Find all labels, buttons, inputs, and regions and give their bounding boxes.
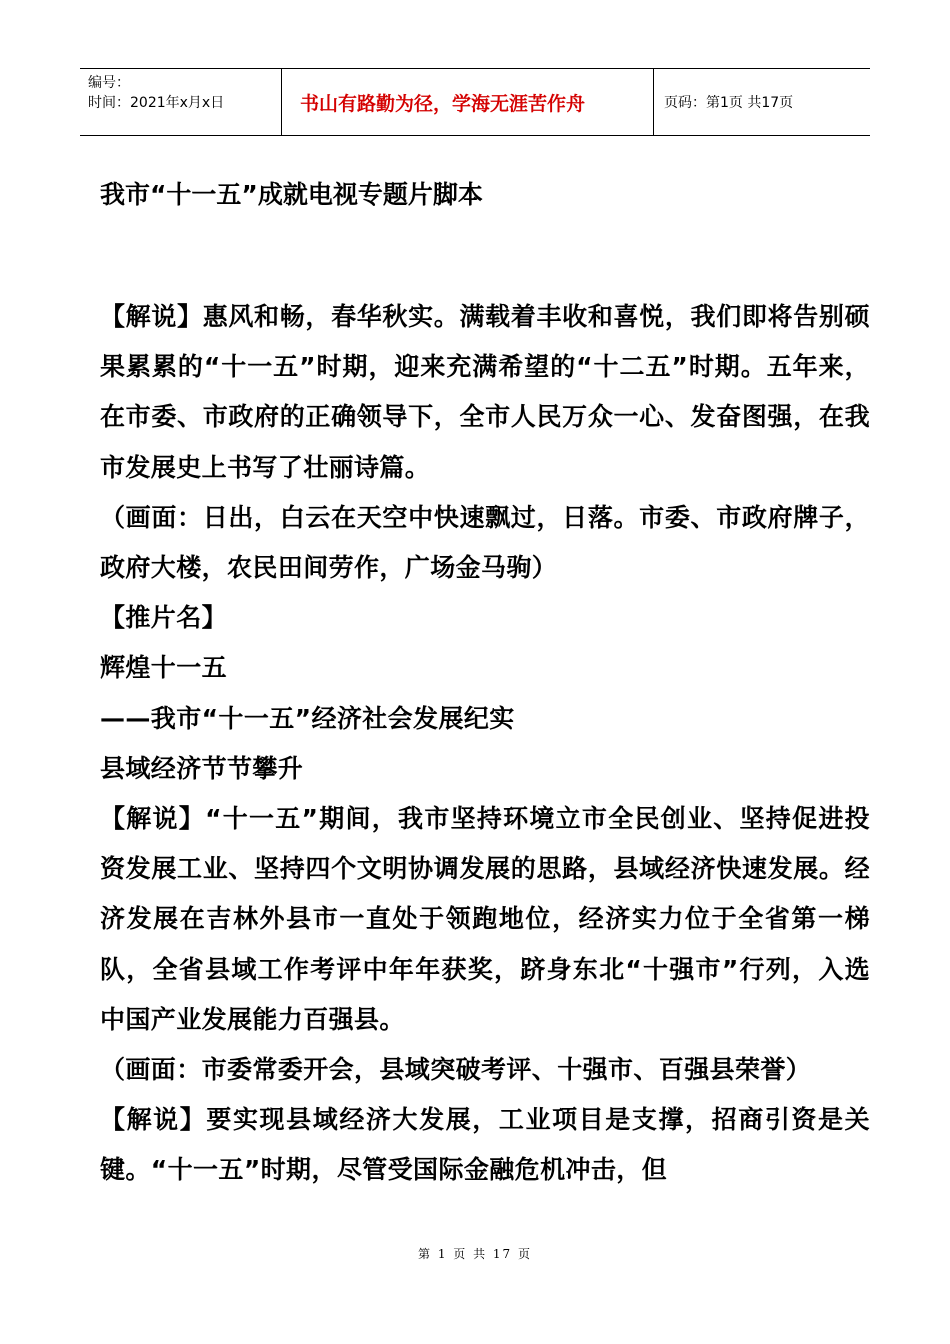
paragraph-scene-2: （画面：市委常委开会，县域突破考评、十强市、百强县荣誉）	[100, 1055, 812, 1085]
date-label: 时间：2021年x月x日	[88, 95, 225, 111]
paragraph-film-title: 辉煌十一五	[100, 653, 228, 683]
paragraph-narration-1: 【解说】惠风和畅，春华秋实。满载着丰收和喜悦，我们即将告别硕果累累的“十一五”时期，迎来充满希望的“十二五”时期。五年来，在市委、市政府的正确领导下，全市人民万众一心、发奋图强，在我市发展史上书写了壮丽诗篇。	[100, 302, 870, 482]
number-label: 编号：	[88, 75, 130, 91]
motto-text: 书山有路勤为径，学海无涯苦作舟	[300, 92, 586, 115]
header-meta-cell	[80, 69, 282, 135]
paragraph-narration-3: 【解说】要实现县域经济大发展，工业项目是支撑，招商引资是关键。“十一五”时期，尽管受国际金融危机冲击，但	[100, 1105, 870, 1185]
page-footer: 第 1 页 共 17 页	[418, 1247, 532, 1261]
paragraph-title-cue: 【推片名】	[100, 603, 228, 633]
page-info: 页码：第1页 共17页	[664, 95, 794, 111]
paragraph-scene-1: （画面：日出，白云在天空中快速飘过，日落。市委、市政府牌子，政府大楼，农民田间劳作，广场金马驹）	[100, 502, 870, 583]
title-spacer	[100, 220, 870, 292]
header-table	[80, 68, 870, 136]
header-motto-cell	[282, 69, 654, 135]
paragraph-subtitle: ——我市“十一五”经济社会发展纪实	[100, 703, 515, 733]
document-body	[100, 170, 870, 1196]
document-title: 我市“十一五”成就电视专题片脚本	[100, 180, 483, 209]
paragraph-narration-2: 【解说】“十一五”期间，我市坚持环境立市全民创业、坚持促进投资发展工业、坚持四个文明协调发展的思路，县域经济快速发展。经济发展在吉林外县市一直处于领跑地位，经济实力位于全省第一梯队，全省县域工作考评中年年获奖，跻身东北“十强市”行列，入选中国产业发展能力百强县。	[100, 804, 870, 1034]
header-page-cell	[654, 69, 870, 135]
paragraph-section-heading: 县域经济节节攀升	[100, 753, 304, 783]
